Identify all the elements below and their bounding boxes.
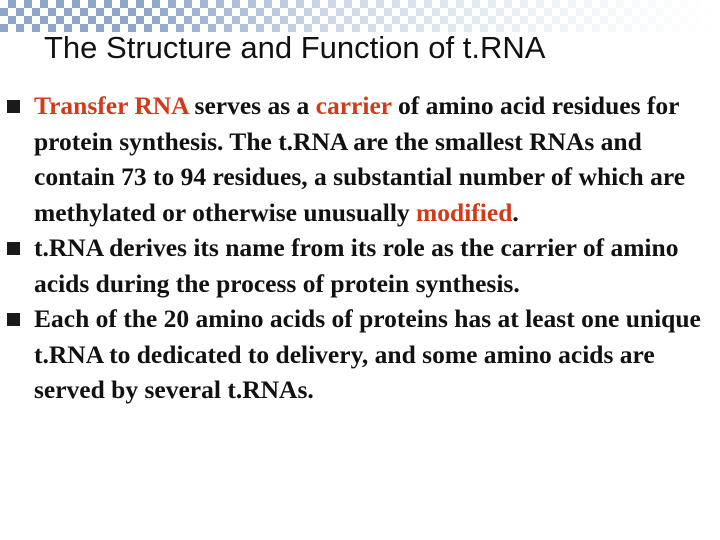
- bullet-item-amino-acids: [0, 301, 720, 408]
- bullet-text-segment: Each of the 20 amino acids of proteins has at least one unique t.RNA to dedicated to delivery, and some amino acids are served by several t.RNAs.: [34, 304, 701, 404]
- square-bullet-icon: [7, 100, 20, 113]
- square-bullet-icon: [7, 242, 20, 255]
- bullet-text-segment: modified: [416, 197, 513, 227]
- bullet-text-segment: .: [512, 197, 519, 227]
- bullet-text-segment: serves as a: [188, 91, 316, 120]
- bullet-item-name-origin: [0, 230, 720, 301]
- bullet-list: [0, 88, 720, 408]
- header-pattern-banner: [0, 0, 720, 32]
- bullet-text-segment: carrier: [315, 91, 392, 120]
- bullet-text-segment: Transfer RNA: [34, 91, 189, 120]
- slide-title: The Structure and Function of t.RNA: [44, 30, 546, 65]
- bullet-item-transfer-rna: [0, 88, 720, 230]
- bullet-text-segment: of amino acid residues for protein synthesis. The t.RNA are the smallest RNAs and contain 73 to 94 residues, a substantial number of which are methylated or otherwise unusually: [34, 91, 686, 227]
- bullet-text-segment: t.RNA derives its name from its role as the carrier of amino acids during the process of protein synthesis.: [34, 233, 679, 298]
- square-bullet-icon: [7, 313, 20, 326]
